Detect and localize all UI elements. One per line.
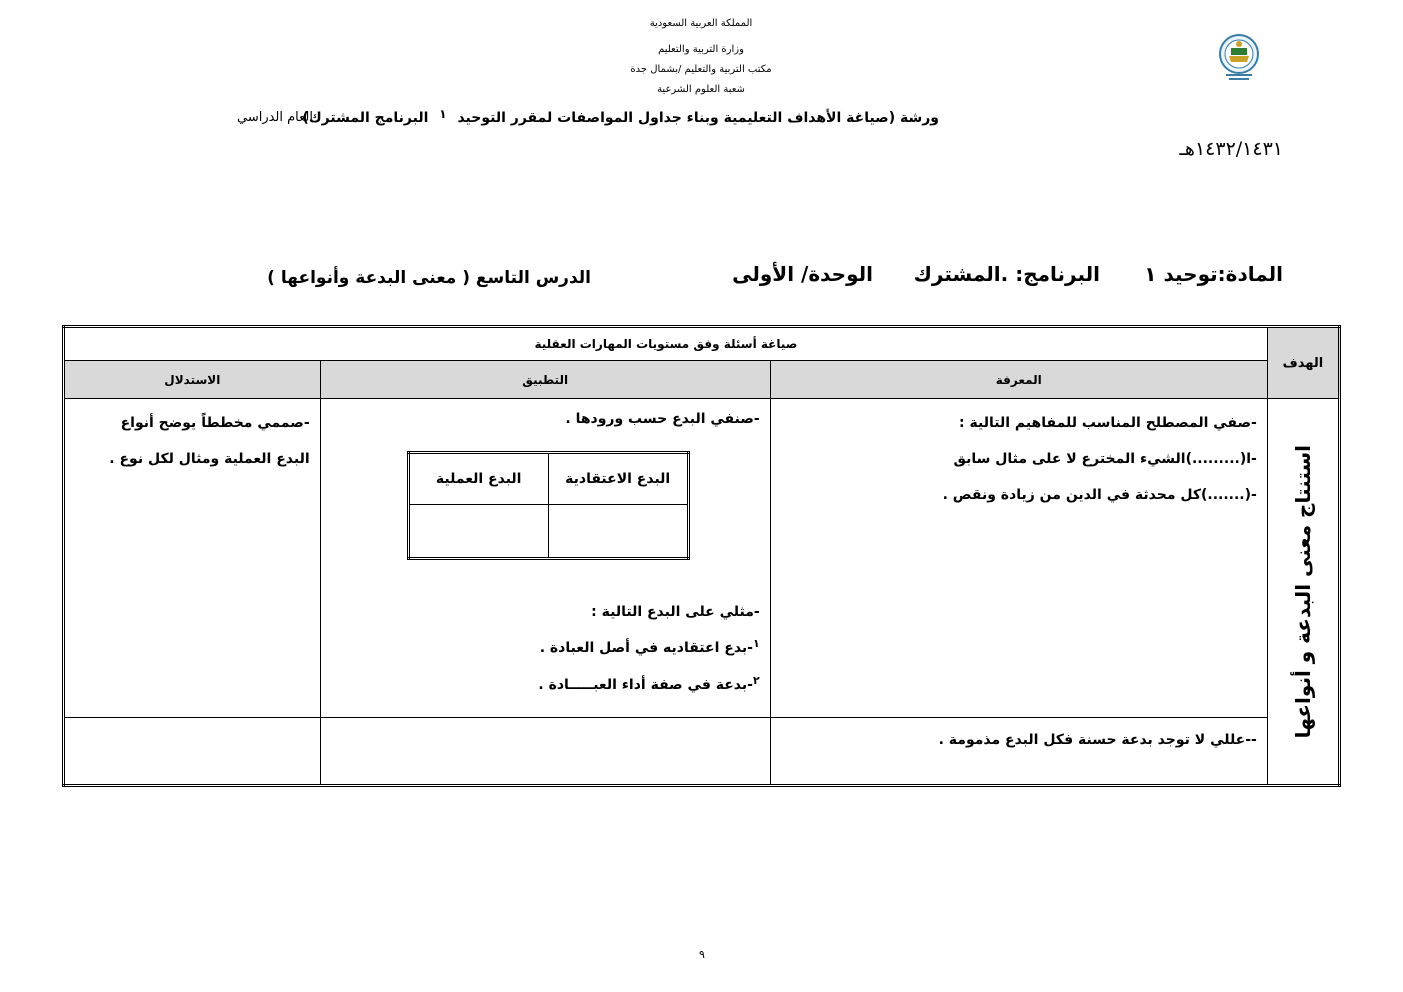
example-item [331,630,760,667]
reasoning-cell [64,399,321,717]
examples-intro: -مثلي على البدع التالية : [591,604,760,621]
unit-field: الوحدة/ الأولى [732,262,873,286]
workshop-course-number: ١ [439,107,447,121]
reasoning-question: -صممي مخططاً يوضح أنواع البدع العملية ومثال لكل نوع . [109,415,310,468]
reasoning-cell-row2 [64,717,321,785]
practical-innovations-blank [408,505,548,559]
academic-year: ١٤٣٢/١٤٣١هـ [1179,138,1283,160]
application-cell [320,399,770,717]
questions-header: صياغة أسئلة وفق مستويات المهارات العقلية [64,327,1268,361]
example-text: -بدعة في صفة أداء العبـــــادة . [538,677,753,694]
goal-header: الهدف [1267,327,1339,399]
reasoning-column-header: الاستدلال [64,361,321,399]
knowledge-line: -صفي المصطلح المناسب للمفاهيم التالية : [959,415,1257,432]
goal-text: استنتاج معنى البدعة و أنواعها [1290,445,1315,739]
example-item [331,667,760,704]
example-number: ٢ [752,674,760,688]
education-office: مكتب التربية والتعليم /بشمال جدة [630,64,772,75]
page-number: ٩ [699,948,705,961]
goal-cell [1267,399,1339,786]
knowledge-column-header: المعرفة [770,361,1267,399]
application-classify-question: -صنفي البدع حسب ورودها . [565,411,760,428]
workshop-title-suffix: البرنامج المشترك) [302,110,429,126]
ministry-of-education-emblem-icon [1212,30,1266,84]
application-column-header: التطبيق [320,361,770,399]
justify-question: --عللي لا توجد بدعة حسنة فكل البدع مذمومة . [938,731,1257,748]
classification-table [407,451,690,560]
doctrinal-innovations-blank [548,505,688,559]
academic-year-label: العام الدراسي [236,110,313,125]
program-field: البرنامج: .المشترك [913,262,1100,286]
doctrinal-innovations-header: البدع الاعتقادية [548,453,688,505]
subject-field: المادة:توحيد ١ [1144,262,1283,286]
application-cell-row2 [320,717,770,785]
workshop-title-prefix: ورشة (صياغة الأهداف التعليمية وبناء جداول المواصفات لمقرر التوحيد [457,110,939,126]
knowledge-line: -ا(.........)الشيء المخترع لا على مثال سابق [953,451,1257,468]
example-text: -بدع اعتقاديه في أصل العبادة . [539,640,753,657]
objectives-table [62,325,1341,787]
practical-innovations-header: البدع العملية [408,453,548,505]
knowledge-line: -(.......)كل محدثة في الدين من زيادة ونقص . [942,487,1257,504]
kingdom-name: المملكة العربية السعودية [649,18,753,29]
example-number: ١ [752,637,760,651]
workshop-title [302,107,939,126]
ministry-name: وزارة التربية والتعليم [658,44,744,55]
knowledge-cell [770,399,1267,717]
department-name: شعبة العلوم الشرعية [657,84,745,95]
lesson-title: الدرس التاسع ( معنى البدعة وأنواعها ) [267,268,591,288]
knowledge-cell-row2 [770,717,1267,785]
